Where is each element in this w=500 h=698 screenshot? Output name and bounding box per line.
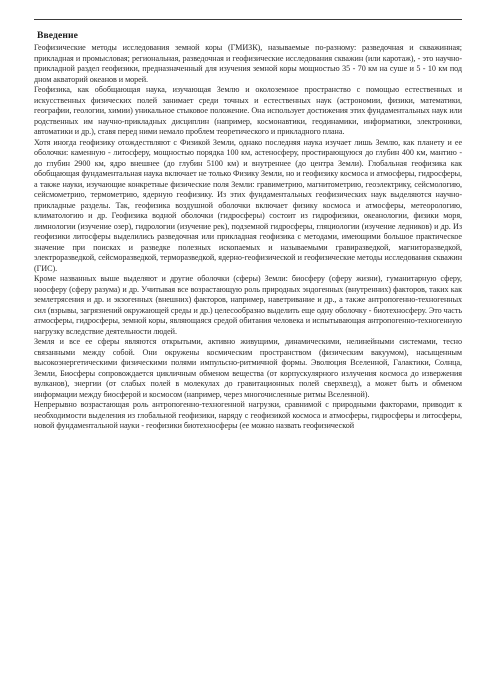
paragraph: Геофизические методы исследования земной коры (ГМИЗК), называемые по-разному: разведочная и скважинная; прикладная и промысловая; региональная, разведочная и геофизические исследования скважин (или каротаж), - это научно-прикладной раздел геофизики, предназначенный для изучения земной коры мощностью 35 - 70 км на суше и 5 - 10 км под дном акваторий океанов и морей. — [34, 43, 462, 84]
body-text — [34, 43, 462, 432]
section-heading: Введение — [37, 30, 78, 41]
top-rule — [34, 19, 462, 20]
paragraph: Непрерывно возрастающая роль антропогенно-техногенной нагрузки, сравнимой с природными факторами, приводит к необходимости выделения из глобальной геофизики, наряду с геофизикой космоса и атмосферы, гидросферы и литосферы, новой фундаментальной науки - геофизики биотехносферы (ее можно назвать геофизической — [34, 400, 462, 430]
paragraph: Земля и все ее сферы являются открытыми, активно живущими, динамическими, нелинейными системами, тесно связанными между собой. Они окружены космическим пространством (физическим вакуумом), насыщенным высокоэнергетическими физическими полями импульсно-ритмичной формы. Эволюция Вселенной, Галактики, Солнца, Земли, Биосферы сопровождается цикличным обменом вещества (от корпускулярного излучения космоса до извержения вулканов), энергии (от слабых полей в молекулах до гравитационных полей сверхвезд), а может быть и обменом информации между биосферой и космосом (например, через многочисленные ритмы Вселенной). — [34, 337, 462, 399]
paragraph: Геофизика, как обобщающая наука, изучающая Землю и околоземное пространство с помощью естественных и искусственных физических полей занимает среди точных и естественных наук (астрономии, физики, математики, географии, геологии, химии) уникальное стыковое положение. Она использует достижения этих фундаментальных наук или родственных им научно-прикладных дисциплин (например, космонавтики, геодинамики, информатики, электроники, автоматики и др.), ставя перед ними немало проблем теоретического и прикладного плана. — [34, 85, 462, 136]
paragraph: Хотя иногда геофизику отождествляют с Физикой Земли, однако последняя наука изучает лишь Землю, как планету и ее оболочки: каменную - литосферу, мощностью порядка 100 км, астеносферу, простирающуюся до глубин 400 км, мантию - до глубин 2900 км, ядро внешнее (до глубин 5100 км) и внутреннее (до центра Земли). Глобальная геофизика как обобщающая фундаментальная наука включает не только Физику Земли, но и геофизику космоса и атмосферы, гидросферы, а также науки, изучающие конкретные физические поля Земли: гравиметрию, магнитометрию, геоэлектрику, сейсмологию, сейсмометрию, термометрию, ядерную геофизику. Из этих фундаментальных геофизических наук выделяются научно-прикладные разделы. Так, геофизика воздушной оболочки включает физику космоса и атмосферы, метеорологию, климатологию и др. Геофизика водной оболочки (гидросферы) состоит из гидрофизики, океанологии, физики моря, лимнологии (изучение озер), гидрологии (изучение рек), подземной гидросферы, гляциологии (изучение ледников) и др. Из геофизики литосферы выделились разведочная или прикладная геофизика с методами, имеющими большое практическое значение при поисках и разведке полезных ископаемых и называемыми гравиразведкой, магниторазведкой, электроразведкой, сейсморазведкой, терморазведкой, ядерно-геофизической и геофизические методы исследования скважин (ГИС). — [34, 137, 462, 273]
paragraph: Кроме названных выше выделяют и другие оболочки (сферы) Земли: биосферу (сферу жизни), гуманитарную сферу, ноосферу (сферу разума) и др. Учитывая все возрастающую роль природных эндогенных (внутренних) факторов, таких как землетрясения и др. и экзогенных (внешних) факторов, например, наветривание и др., а также антропогенно-техногенных сил (взрывы, загрязнений окружающей среды и др.) целесообразно выделить еще одну оболочку - биотехносферу. Это часть атмосферы, гидросферы, земной коры, являющаяся средой обитания человека и испытывающая антропогенно-техногенную нагрузку вследствие деятельности людей. — [34, 274, 462, 336]
